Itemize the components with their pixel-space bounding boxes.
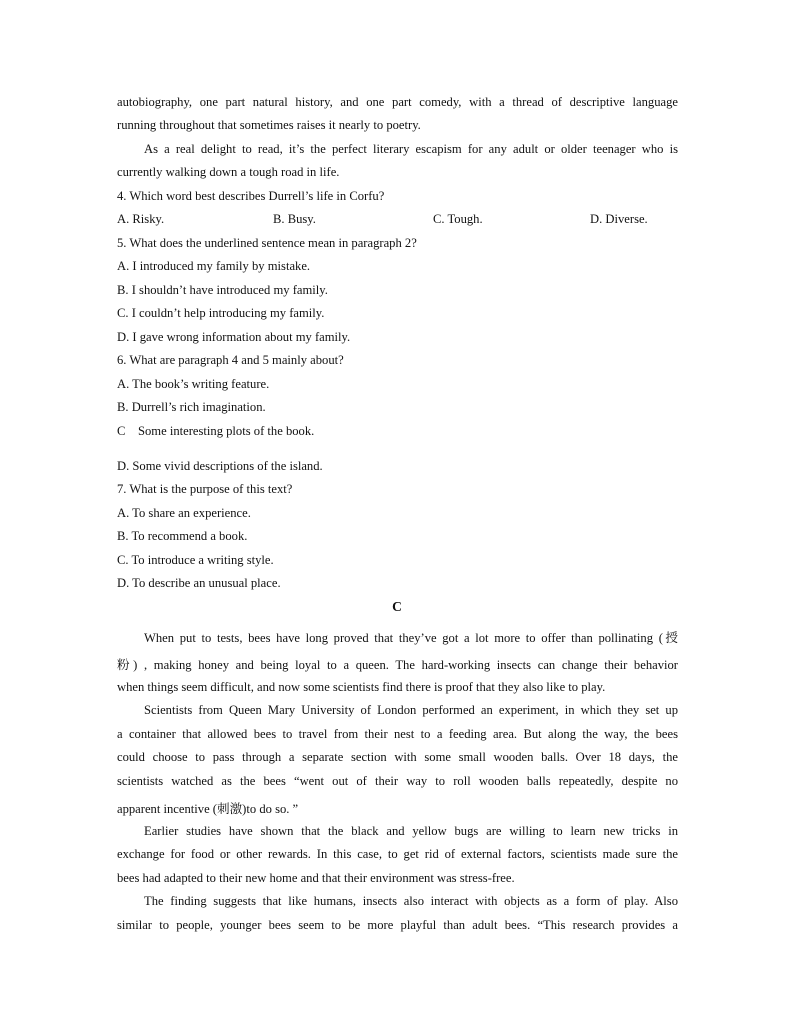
paragraph-line: Earlier studies have shown that the black and yellow bugs are willing to learn new tricks in [144, 824, 678, 838]
passage-b-line-1: autobiography, one part natural history, and one part comedy, with a thread of descriptive language [117, 95, 678, 109]
option-d: D. Some vivid descriptions of the island. [117, 459, 323, 473]
option-a: A. Risky. [117, 212, 165, 226]
paragraph-line: When put to tests, bees have long proved that they’ve got a lot more to offer than pollinating (授 [144, 631, 678, 645]
paragraph-line: exchange for food or other rewards. In this case, to get rid of external factors, scientists made sure the [117, 847, 678, 861]
passage-b-para-line-1: As a real delight to read, it’s the perfect literary escapism for any adult or older teenager who is [144, 142, 678, 156]
option-c: C. Tough. [433, 212, 483, 226]
option-b: B. Durrell’s rich imagination. [117, 400, 266, 414]
option-d: D. Diverse. [590, 212, 648, 226]
option-c: C. To introduce a writing style. [117, 553, 274, 567]
option-c: C Some interesting plots of the book. [117, 424, 315, 438]
paragraph-line: similar to people, younger bees seem to be more playful than adult bees. “This research provides a [117, 918, 678, 932]
option-d: D. I gave wrong information about my family. [117, 330, 351, 344]
paragraph-line: bees had adapted to their new home and that their environment was stress-free. [117, 871, 515, 885]
paragraph-line: The finding suggests that like humans, insects also interact with objects as a form of play. Also [144, 894, 678, 908]
paragraph-line: could choose to pass through a separate section with some small wooden balls. Over 18 days, the [117, 750, 678, 764]
passage-c-heading: C [392, 599, 402, 614]
option-a: A. I introduced my family by mistake. [117, 259, 311, 273]
passage-b-para-line-2: currently walking down a tough road in life. [117, 165, 340, 179]
option-d: D. To describe an unusual place. [117, 576, 281, 590]
option-b: B. I shouldn’t have introduced my family. [117, 283, 328, 297]
option-b: B. Busy. [273, 212, 316, 226]
paragraph-line: Scientists from Queen Mary University of London performed an experiment, in which they set up [144, 703, 678, 717]
option-a: A. The book’s writing feature. [117, 377, 270, 391]
paragraph-line: when things seem difficult, and now some scientists find there is proof that they also like to play. [117, 680, 606, 694]
question-stem: 4. Which word best describes Durrell’s life in Corfu? [117, 189, 385, 203]
option-c: C. I couldn’t help introducing my family. [117, 306, 325, 320]
option-a: A. To share an experience. [117, 506, 251, 520]
option-b: B. To recommend a book. [117, 529, 248, 543]
paragraph-line: scientists watched as the bees “went out of their way to roll wooden balls repeatedly, despite no [117, 774, 678, 788]
paragraph-line: apparent incentive (刺激)to do so. ” [117, 802, 299, 816]
paragraph-line: a container that allowed bees to travel from their nest to a feeding area. But along the way, the bees [117, 727, 678, 741]
question-stem: 6. What are paragraph 4 and 5 mainly about? [117, 353, 344, 367]
question-stem: 7. What is the purpose of this text? [117, 482, 293, 496]
paragraph-line: 粉) , making honey and being loyal to a queen. The hard-working insects can change their behavior [117, 658, 678, 672]
question-stem: 5. What does the underlined sentence mean in paragraph 2? [117, 236, 417, 250]
passage-b-line-2: running throughout that sometimes raises it nearly to poetry. [117, 118, 421, 132]
